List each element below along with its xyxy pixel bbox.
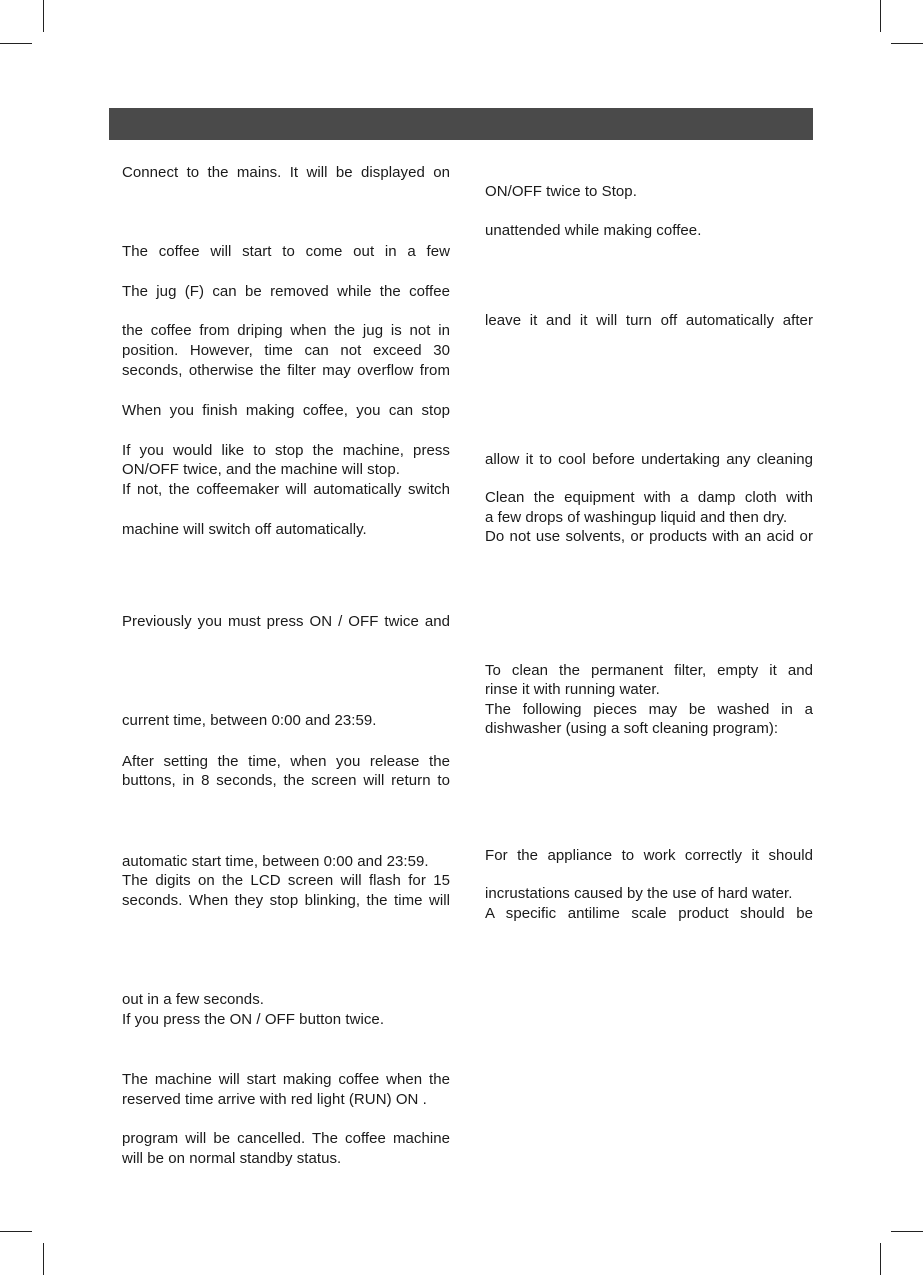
left-text-line: current time, between 0:00 and 23:59.	[122, 712, 377, 729]
left-text-line: will be on normal standby status.	[122, 1150, 342, 1167]
left-text-line: When you finish making coffee, you can stop	[122, 402, 450, 419]
crop-mark-bottom-right-v	[880, 1243, 881, 1275]
right-text-line: For the appliance to work correctly it should	[485, 847, 813, 864]
right-text-line: ON/OFF twice to Stop.	[485, 183, 637, 200]
crop-mark-top-right-v	[880, 0, 881, 32]
left-text-line: If you press the ON / OFF button twice.	[122, 1011, 385, 1028]
crop-mark-bottom-left-v	[43, 1243, 44, 1275]
crop-mark-top-left-h	[0, 43, 32, 44]
crop-mark-top-left-v	[43, 0, 44, 32]
right-text-line: To clean the permanent filter, empty it and	[485, 662, 813, 679]
right-text-line: Clean the equipment with a damp cloth with	[485, 489, 813, 506]
left-text-line: ON/OFF twice, and the machine will stop.	[122, 461, 400, 478]
left-text-line: If you would like to stop the machine, press	[122, 442, 450, 459]
section-header-bar	[109, 108, 813, 140]
left-text-line: machine will switch off automatically.	[122, 521, 367, 538]
right-text-line: allow it to cool before undertaking any cleaning	[485, 451, 813, 468]
right-text-line: incrustations caused by the use of hard water.	[485, 885, 793, 902]
left-text-line: buttons, in 8 seconds, the screen will return to	[122, 772, 450, 789]
right-text-line: The following pieces may be washed in a	[485, 701, 813, 718]
right-text-line: dishwasher (using a soft cleaning program):	[485, 720, 779, 737]
left-text-line: reserved time arrive with red light (RUN) ON .	[122, 1091, 427, 1108]
right-text-line: rinse it with running water.	[485, 681, 660, 698]
crop-mark-top-right-h	[891, 43, 923, 44]
left-text-line: automatic start time, between 0:00 and 23:59.	[122, 853, 429, 870]
left-text-line: Previously you must press ON / OFF twice and	[122, 613, 450, 630]
left-text-line: program will be cancelled. The coffee machine	[122, 1130, 450, 1147]
left-text-line: The machine will start making coffee when the	[122, 1071, 450, 1088]
left-text-line: After setting the time, when you release the	[122, 753, 450, 770]
left-text-line: The coffee will start to come out in a few	[122, 243, 450, 260]
right-text-line: unattended while making coffee.	[485, 222, 702, 239]
right-text-line: A specific antilime scale product should be	[485, 905, 813, 922]
left-text-line: seconds. When they stop blinking, the time will	[122, 892, 450, 909]
left-text-line: The jug (F) can be removed while the coffee	[122, 283, 450, 300]
right-text-line: Do not use solvents, or products with an acid or	[485, 528, 813, 545]
left-text-line: the coffee from driping when the jug is not in	[122, 322, 450, 339]
left-text-line: seconds, otherwise the filter may overflow from	[122, 362, 450, 379]
right-text-line: a few drops of washingup liquid and then dry.	[485, 509, 788, 526]
left-text-line: out in a few seconds.	[122, 991, 264, 1008]
left-text-line: Connect to the mains. It will be displayed on	[122, 164, 450, 181]
crop-mark-bottom-right-h	[891, 1231, 923, 1232]
right-text-line: leave it and it will turn off automatically after	[485, 312, 813, 329]
left-text-line: position. However, time can not exceed 30	[122, 342, 450, 359]
left-text-line: If not, the coffeemaker will automatically switch	[122, 481, 450, 498]
crop-mark-bottom-left-h	[0, 1231, 32, 1232]
left-text-line: The digits on the LCD screen will flash for 15	[122, 872, 450, 889]
